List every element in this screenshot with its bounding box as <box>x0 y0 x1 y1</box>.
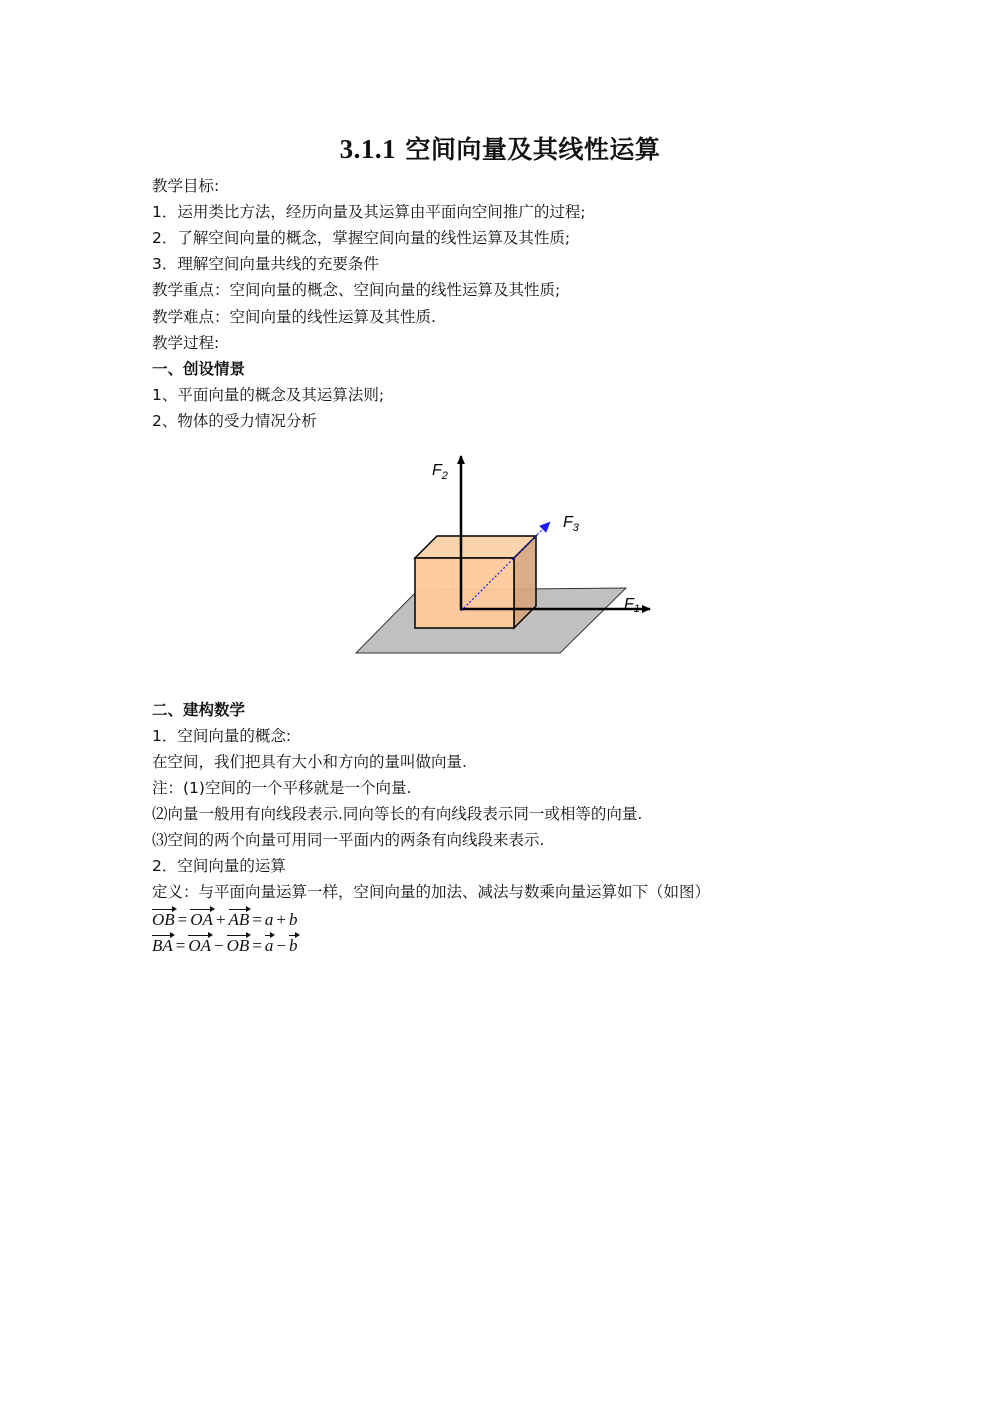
vector-AB: AB <box>228 910 250 929</box>
title-text: 空间向量及其线性运算 <box>405 135 661 164</box>
f1-label: F1 <box>624 596 640 615</box>
section1-item: 1、平面向量的概念及其运算法则; <box>152 386 385 404</box>
process-heading: 教学过程: <box>152 334 220 352</box>
equation-addition: OB = OA + AB = a + b <box>152 910 298 929</box>
equation-subtraction: BA = OA − OB = a − b <box>152 936 298 955</box>
vector-definition: 在空间，我们把具有大小和方向的量叫做向量. <box>152 753 467 771</box>
objective-item: 2．了解空间向量的概念，掌握空间向量的线性运算及其性质; <box>152 229 571 247</box>
title-number: 3.1.1 <box>339 134 397 164</box>
document-title <box>0 130 1000 166</box>
vector-BA: BA <box>152 936 173 955</box>
section1-heading: 一、创设情景 <box>152 360 246 378</box>
objective-item: 1．运用类比方法，经历向量及其运算由平面向空间推广的过程; <box>152 203 586 221</box>
section2-sub2: 2．空间向量的运算 <box>152 857 286 875</box>
f3-label: $F_3$ <box>563 514 579 534</box>
vector-a: a <box>264 910 274 929</box>
section1-item: 2、物体的受力情况分析 <box>152 412 317 430</box>
f2-label: $F_2$ <box>432 462 448 482</box>
vector-OA: OA <box>190 910 213 929</box>
difficulties: 教学难点：空间向量的线性运算及其性质. <box>152 308 436 326</box>
vector-b: b <box>289 910 298 929</box>
objectives-heading: 教学目标: <box>152 177 220 195</box>
vector-b: b <box>289 936 298 955</box>
vector-OB: OB <box>152 910 175 929</box>
vector-a: a <box>264 936 274 955</box>
force-diagram <box>340 440 670 670</box>
box-front <box>415 558 514 628</box>
objective-item: 3．理解空间向量共线的充要条件 <box>152 255 379 273</box>
section2-sub1: 1．空间向量的概念: <box>152 727 292 745</box>
vector-OA: OA <box>188 936 212 955</box>
key-points: 教学重点：空间向量的概念、空间向量的线性运算及其性质; <box>152 281 561 299</box>
vector-OB: OB <box>226 936 250 955</box>
note-item: ⑵向量一般用有向线段表示.同向等长的有向线段表示同一或相等的向量. <box>152 805 643 823</box>
section2-heading: 二、建构数学 <box>152 701 246 719</box>
operations-definition: 定义：与平面向量运算一样，空间向量的加法、减法与数乘向量运算如下（如图） <box>152 883 711 901</box>
note-item: 注：(1)空间的一个平移就是一个向量. <box>152 779 412 797</box>
note-item: ⑶空间的两个向量可用同一平面内的两条有向线段来表示. <box>152 831 545 849</box>
